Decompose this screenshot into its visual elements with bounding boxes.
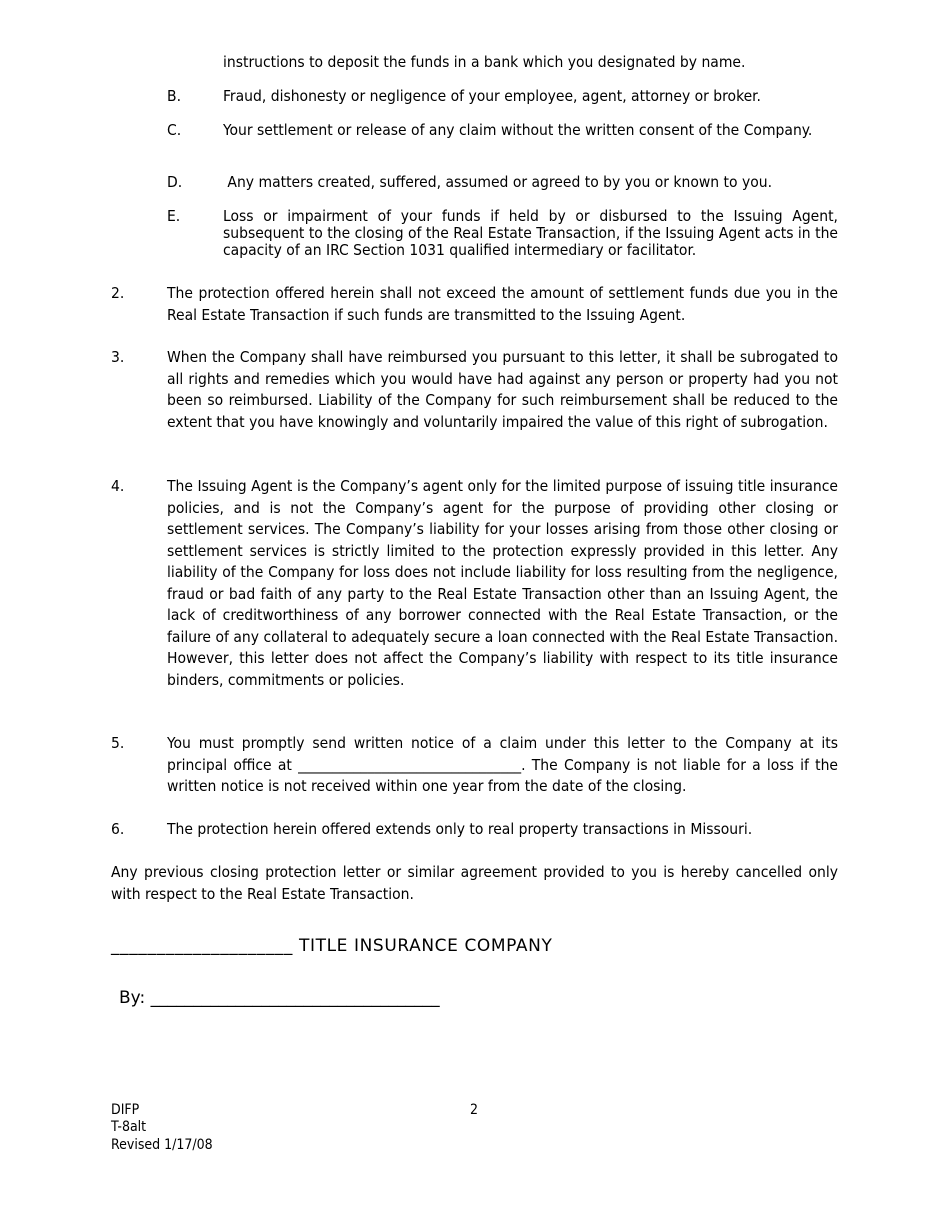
paragraph-number-6: 6. — [111, 820, 125, 838]
exclusion-text-e: Loss or impairment of your funds if held by or disbursed to the Issuing Agent, subsequent to the closing of the Real Estate Transaction, if the Issuing Agent acts in the capacity of an IRC Section 1031 qualified intermediary or facilitator. — [223, 207, 838, 259]
exclusion-label-c: C. — [167, 121, 182, 139]
paragraph-number-5: 5. — [111, 734, 125, 752]
paragraph-text-3: When the Company shall have reimbursed you pursuant to this letter, it shall be subrogated to all rights and remedies which you would have had against any person or property had you not been so reimbursed. Liability of the Company for such reimbursement shall be reduced to the extent that you have knowingly and voluntarily impaired the value of this right of subrogation. — [167, 348, 838, 431]
exclusion-label-b: B. — [167, 87, 181, 105]
exclusion-text-d: Any matters created, suffered, assumed or agreed to by you or known to you. — [223, 173, 773, 191]
closing-statement: Any previous closing protection letter or similar agreement provided to you is hereby cancelled only with respect to the Real Estate Transaction. — [111, 863, 838, 903]
exclusion-text-b: Fraud, dishonesty or negligence of your employee, agent, attorney or broker. — [223, 87, 761, 105]
exclusion-text-c: Your settlement or release of any claim without the written consent of the Company. — [223, 121, 813, 139]
paragraph-text-6: The protection herein offered extends only to real property transactions in Missouri. — [167, 820, 753, 838]
footer-revised-date: Revised 1/17/08 — [111, 1137, 213, 1153]
paragraph-number-3: 3. — [111, 348, 125, 366]
paragraph-text-4: The Issuing Agent is the Company’s agent only for the limited purpose of issuing title insurance policies, and is not the Company’s agent for the purpose of providing other closing or settlement services. The Company’s liability for your losses arising from those other closing or settlement services is strictly limited to the protection expressly provided in this letter. Any liability of the Company for loss does not include liability for loss resulting from the negligence, fraud or bad faith of any party to the Real Estate Transaction other than an Issuing Agent, the lack of creditworthiness of any borrower connected with the Real Estate Transaction, or the failure of any collateral to adequately secure a loan connected with the Real Estate Transaction. However, this letter does not affect the Company’s liability with respect to its title insurance binders, commitments or policies. — [167, 477, 838, 689]
exclusion-label-e: E. — [167, 207, 181, 225]
page-number: 2 — [470, 1102, 479, 1118]
by-signature-line: By: __________________________________ — [119, 988, 440, 1008]
exclusion-label-d: D. — [167, 173, 183, 191]
paragraph-text-2: The protection offered herein shall not exceed the amount of settlement funds due you in the Real Estate Transaction if such funds are transmitted to the Issuing Agent. — [167, 284, 838, 324]
company-signature-line: ____________________ TITLE INSURANCE COMPANY — [111, 936, 553, 956]
paragraph-number-4: 4. — [111, 477, 125, 495]
footer-form-id: T-8alt — [111, 1119, 147, 1135]
footer-agency: DIFP — [111, 1102, 140, 1118]
continuation-text: instructions to deposit the funds in a bank which you designated by name. — [223, 53, 746, 71]
paragraph-text-5: You must promptly send written notice of a claim under this letter to the Company at its principal office at ________________________________. The Company is not liable for a loss if the written notice is not received within one year from the date of the closing. — [167, 734, 838, 795]
paragraph-number-2: 2. — [111, 284, 125, 302]
